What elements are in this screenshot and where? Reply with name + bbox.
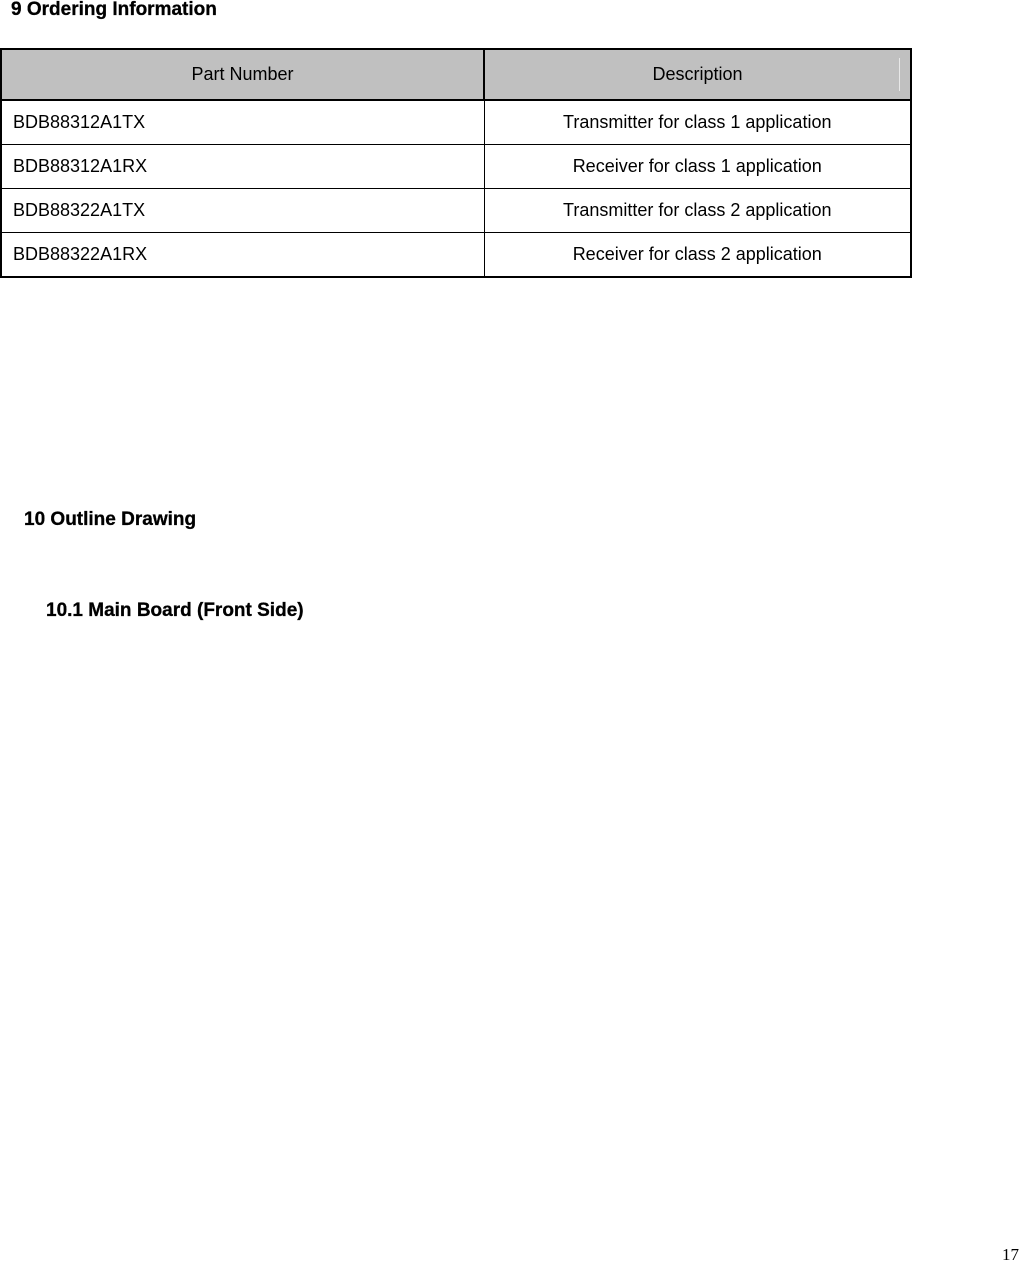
ordering-table: [0, 48, 912, 278]
subsection-title-main-board-front-side: 10.1 Main Board (Front Side): [46, 600, 304, 621]
description-cell: Receiver for class 2 application: [484, 233, 911, 278]
part-number-cell: BDB88322A1RX: [1, 233, 484, 278]
section-title-outline-drawing: 10 Outline Drawing: [24, 509, 197, 530]
section-title-ordering-information: 9 Ordering Information: [11, 0, 217, 20]
table-row: [1, 189, 911, 233]
column-header-part-number: Part Number: [1, 49, 484, 100]
table-row: [1, 145, 911, 189]
column-header-description: Description: [484, 49, 911, 100]
description-cell: Transmitter for class 1 application: [484, 100, 911, 145]
table-header-row: [1, 49, 911, 100]
description-cell: Transmitter for class 2 application: [484, 189, 911, 233]
part-number-cell: BDB88322A1TX: [1, 189, 484, 233]
table-row: [1, 100, 911, 145]
description-cell: Receiver for class 1 application: [484, 145, 911, 189]
part-number-cell: BDB88312A1RX: [1, 145, 484, 189]
page-number: 17: [1002, 1245, 1019, 1264]
table-row: [1, 233, 911, 278]
part-number-cell: BDB88312A1TX: [1, 100, 484, 145]
